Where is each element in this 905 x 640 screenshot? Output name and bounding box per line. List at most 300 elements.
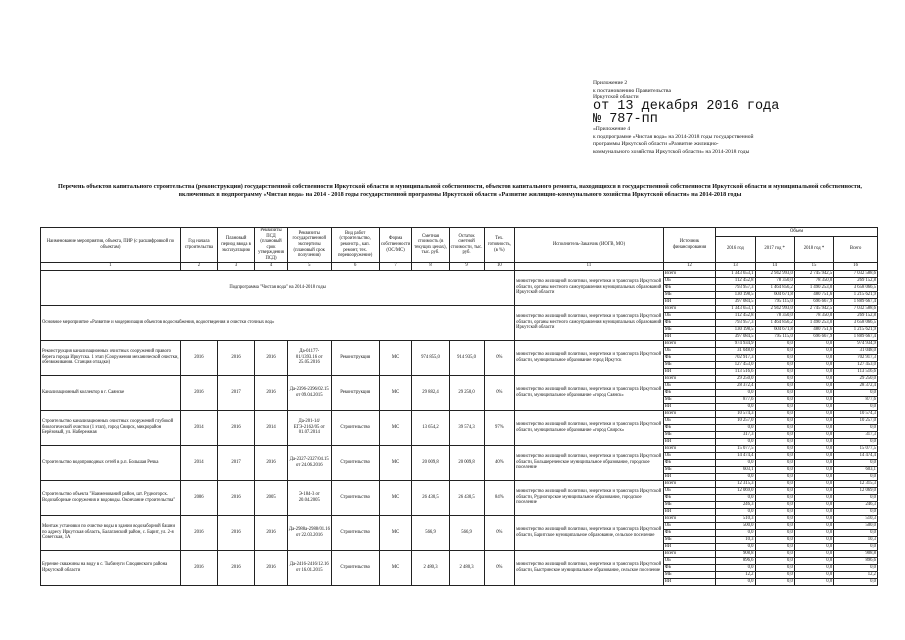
remaining-cost: 566,9 <box>449 515 484 550</box>
value-2016: 12 315,3 <box>716 480 755 487</box>
funding-source: ВИ <box>663 333 715 340</box>
commission-year: 2017 <box>218 375 255 410</box>
value-total: 127 453,0 <box>834 361 878 368</box>
value-2017: 0,0 <box>755 494 794 501</box>
col-number: 1 <box>41 262 181 270</box>
value-total: 246,3 <box>834 501 878 508</box>
value-2018: 0,0 <box>794 466 833 473</box>
funding-source: МБ <box>663 396 715 403</box>
funding-source: ФБ <box>663 494 715 501</box>
value-2017: 1 464 856,2 <box>755 319 794 326</box>
value-2017: 0,0 <box>755 347 794 354</box>
header-total: Всего <box>834 236 878 262</box>
value-total: 12 069,0 <box>834 487 878 494</box>
value-2018: 0,0 <box>794 557 833 564</box>
value-2017: 0,0 <box>755 473 794 480</box>
col-number: 8 <box>412 262 449 270</box>
value-2016: 0,0 <box>716 578 755 585</box>
value-2017: 0,0 <box>755 571 794 578</box>
value-2017: 0,0 <box>755 536 794 543</box>
ownership-form: МС <box>379 445 412 480</box>
expertise-details: Да-01177-01/1393.16 от 25.05.2016 <box>287 340 331 375</box>
funding-source: Всего <box>663 270 715 277</box>
value-2018: 0,0 <box>794 382 833 389</box>
start-year: 2014 <box>180 410 217 445</box>
commission-year: 2016 <box>218 480 255 515</box>
value-2016: 510,3 <box>716 515 755 522</box>
value-2018: 0,0 <box>794 431 833 438</box>
col-number: 11 <box>515 262 664 270</box>
executor: министерство жилищной политики, энергетики и транспорта Иркутской области, муниципальное образование город Иркутск <box>515 340 664 375</box>
work-type: Строительство <box>331 445 379 480</box>
value-total: 7 032 588,6 <box>834 270 878 277</box>
funding-source: ОБ <box>663 452 715 459</box>
appendix-line: программы Иркутской области «Развитие жилищно- <box>593 141 719 148</box>
value-2018: 1 490 253,0 <box>794 284 833 291</box>
value-2017: 0,0 <box>755 445 794 452</box>
value-2017: 78 350,0 <box>755 312 794 319</box>
header-funding-source: Источник финансирования <box>663 228 715 263</box>
value-2018: 0,0 <box>794 452 833 459</box>
value-2016: 397 084,5 <box>716 298 755 305</box>
value-total: 14 474,4 <box>834 452 878 459</box>
appendix-line: «Приложение 4 <box>593 126 631 133</box>
funding-source: МБ <box>663 466 715 473</box>
funding-source: ФБ <box>663 529 715 536</box>
object-name: Бурение скважины на воду в с. Тыбинуги Слюдянского района Иркутской области <box>41 550 181 585</box>
value-2017: 0,0 <box>755 459 794 466</box>
value-2016: 397 084,5 <box>716 333 755 340</box>
appendix-line: Приложение 2 <box>593 80 628 86</box>
value-2016: 0,0 <box>716 494 755 501</box>
start-year: 2016 <box>180 340 217 375</box>
value-total: 317,3 <box>834 431 878 438</box>
value-2016: 793 957,3 <box>716 319 755 326</box>
value-2018: 0,0 <box>794 403 833 410</box>
value-2018: 0,0 <box>794 410 833 417</box>
executor: министерство жилищной политики, энергетики и транспорта Иркутской области, органы местного самоуправления муниципальных образований Иркутской области <box>515 270 664 305</box>
commission-year: 2016 <box>218 515 255 550</box>
value-2016: 15 077,5 <box>716 445 755 452</box>
value-2016: 31 048,0 <box>716 347 755 354</box>
value-total: 3 658 066,5 <box>834 284 878 291</box>
value-2016: 28 372,4 <box>716 382 755 389</box>
value-2017: 0,0 <box>755 578 794 585</box>
value-2017: 0,0 <box>755 515 794 522</box>
value-total: 974 934,9 <box>834 340 878 347</box>
value-2018: 0,0 <box>794 480 833 487</box>
remaining-cost: 914 935,0 <box>449 340 484 375</box>
value-2018: 0,0 <box>794 368 833 375</box>
estimated-cost: 26 430,5 <box>412 480 449 515</box>
funding-source: ОБ <box>663 487 715 494</box>
value-total: 1 889 667,4 <box>834 333 878 340</box>
col-number: 10 <box>484 262 515 270</box>
funding-source: МБ <box>663 361 715 368</box>
object-row <box>41 375 878 382</box>
object-name: Монтаж установки по очистке воды в здании водозаборной башни по адресу Иркутская область, Балаганский район, с. Барит, ул. 2-я Советская, 1А <box>41 515 181 550</box>
funding-source: ВИ <box>663 403 715 410</box>
appendix-line: к подпрограмме «Чистая вода» на 2014-2018 годы государственной <box>593 133 754 140</box>
value-2017: 0,0 <box>755 522 794 529</box>
value-2017: 0,0 <box>755 550 794 557</box>
value-2018: 78 350,0 <box>794 312 833 319</box>
psd-year: 2016 <box>255 375 288 410</box>
value-2017: 0,0 <box>755 389 794 396</box>
value-total: 0,0 <box>834 529 878 536</box>
col-number: 9 <box>449 262 484 270</box>
readiness-percent: 40% <box>484 445 515 480</box>
funding-source: ФБ <box>663 284 715 291</box>
readiness-percent: 0% <box>484 550 515 585</box>
value-total: 15 077,5 <box>834 445 878 452</box>
value-2017: 0,0 <box>755 417 794 424</box>
value-total: 12,2 <box>834 571 878 578</box>
object-name: Строительство объекта "Наименований район, шт. Рудногорск. Водозаборные сооружения и водоводы. Окончание строительства" <box>41 480 181 515</box>
value-2018: 0,0 <box>794 445 833 452</box>
remaining-cost: 26 430,5 <box>449 480 484 515</box>
funding-source: МБ <box>663 501 715 508</box>
value-2016: 112 452,8 <box>716 277 755 284</box>
object-row <box>41 480 878 487</box>
value-2017: 795 115,0 <box>755 333 794 340</box>
value-2016: 10,3 <box>716 536 755 543</box>
appendix-line: к постановлению Правительства <box>593 87 671 94</box>
value-2017: 2 942 993,0 <box>755 270 794 277</box>
value-2017: 0,0 <box>755 410 794 417</box>
executor: министерство жилищной политики, энергетики и транспорта Иркутской области, муниципальное образование «город Свирск» <box>515 410 664 445</box>
expertise-details: Да-201-14/ЕГЭ-2162/05 от 01.07.2014 <box>287 410 331 445</box>
main-event-name: Основное мероприятие «Развитие и модернизация объектов водоснабжения, водоотведения и очистки сточных вод» <box>41 305 515 340</box>
value-total: 269 152,8 <box>834 312 878 319</box>
value-2018: 0,0 <box>794 508 833 515</box>
readiness-percent: 97% <box>484 410 515 445</box>
funding-source: ВИ <box>663 473 715 480</box>
header-psd: Реквизиты ПСД (плановый срок утверждения ПСД) <box>255 228 288 263</box>
value-2016: 0,0 <box>716 459 755 466</box>
funding-source: ОБ <box>663 382 715 389</box>
header-expertise: Реквизиты государственной экспертизы (плановый срок получения) <box>287 228 331 263</box>
psd-year: 2005 <box>255 480 288 515</box>
value-2018: 0,0 <box>794 438 833 445</box>
expertise-details: Да-2988а-2988/01.16 от 22.03.2016 <box>287 515 331 550</box>
header-ownership: Форма собственности (ОС/МС) <box>379 228 412 263</box>
value-2016: 0,0 <box>716 389 755 396</box>
commission-year: 2016 <box>218 410 255 445</box>
value-2018: 0,0 <box>794 375 833 382</box>
object-row <box>41 550 878 557</box>
value-2017: 0,0 <box>755 529 794 536</box>
funding-source: Всего <box>663 305 715 312</box>
value-2017: 0,0 <box>755 557 794 564</box>
value-2016: 130 198,5 <box>716 291 755 298</box>
header-commission-period: Плановый период ввода в эксплуатацию <box>218 228 255 263</box>
value-2018: 0,0 <box>794 515 833 522</box>
funding-source: ВИ <box>663 578 715 585</box>
ownership-form: МС <box>379 550 412 585</box>
ownership-form: МС <box>379 410 412 445</box>
remaining-cost: 39 574,3 <box>449 410 484 445</box>
objects-table <box>40 227 878 586</box>
commission-year: 2016 <box>218 340 255 375</box>
work-type: Реконструкция <box>331 340 379 375</box>
col-number: 6 <box>331 262 379 270</box>
value-2017: 0,0 <box>755 368 794 375</box>
value-2016: 896,6 <box>716 557 755 564</box>
object-row <box>41 515 878 522</box>
value-2018: 0,0 <box>794 494 833 501</box>
value-2016: 112 452,8 <box>716 312 755 319</box>
value-2016: 702 917,3 <box>716 354 755 361</box>
value-total: 908,8 <box>834 550 878 557</box>
executor: министерство жилищной политики, энергетики и транспорта Иркутской области, Баритское муниципальное образование, сельское поселение <box>515 515 664 550</box>
header-work-type: Вид работ (строительство, реконстр., кап. ремонт, тех. перевооружение) <box>331 228 379 263</box>
estimated-cost: 2 480,3 <box>412 550 449 585</box>
value-2017: 78 350,0 <box>755 277 794 284</box>
value-2016: 0,0 <box>716 424 755 431</box>
remaining-cost: 2 480,3 <box>449 550 484 585</box>
col-number: 16 <box>834 262 878 270</box>
funding-source: МБ <box>663 431 715 438</box>
value-total: 1 215 621,9 <box>834 326 878 333</box>
col-number: 4 <box>255 262 288 270</box>
value-2018: 0,0 <box>794 361 833 368</box>
header-name: Наименование мероприятия, объекта, ПИР (с расшифровкой по объектам) <box>41 228 181 263</box>
ownership-form: МС <box>379 515 412 550</box>
value-total: 10 257,0 <box>834 417 878 424</box>
col-number: 14 <box>755 262 794 270</box>
value-2016: 908,8 <box>716 550 755 557</box>
value-2016: 10 574,3 <box>716 410 755 417</box>
value-2018: 0,0 <box>794 424 833 431</box>
value-2017: 795 115,0 <box>755 298 794 305</box>
header-2016: 2016 год <box>716 236 755 262</box>
value-total: 10,3 <box>834 536 878 543</box>
value-2018: 0,0 <box>794 522 833 529</box>
funding-source: ВИ <box>663 368 715 375</box>
funding-source: ФБ <box>663 319 715 326</box>
value-2018: 0,0 <box>794 578 833 585</box>
value-total: 0,0 <box>834 438 878 445</box>
estimated-cost: 20 009,8 <box>412 445 449 480</box>
object-name: Реконструкция канализационных очистных сооружений правого берега города Иркутска. 1 этап (Сооружения механической очистки, обезвоживания. Станция отладки) <box>41 340 181 375</box>
value-2016: 29 250,0 <box>716 375 755 382</box>
funding-source: ФБ <box>663 424 715 431</box>
value-2016: 113 516,6 <box>716 368 755 375</box>
resolution-date-stamp: от 13 декабря 2016 года <box>593 99 780 115</box>
value-2017: 0,0 <box>755 452 794 459</box>
appendix-block <box>593 80 893 157</box>
value-total: 29 250,0 <box>834 375 878 382</box>
value-total: 0,0 <box>834 564 878 571</box>
funding-source: ОБ <box>663 522 715 529</box>
funding-source: ОБ <box>663 312 715 319</box>
value-2018: 0,0 <box>794 340 833 347</box>
value-total: 31 048,0 <box>834 347 878 354</box>
value-total: 0,0 <box>834 543 878 550</box>
value-2016: 974 934,9 <box>716 340 755 347</box>
funding-source: ВИ <box>663 438 715 445</box>
ownership-form: МС <box>379 340 412 375</box>
value-2017: 0,0 <box>755 424 794 431</box>
funding-source: ФБ <box>663 459 715 466</box>
start-year: 2014 <box>180 445 217 480</box>
value-2018: 0,0 <box>794 564 833 571</box>
commission-year: 2017 <box>218 445 255 480</box>
executor: министерство жилищной политики, энергетики и транспорта Иркутской области, Быстринское муниципальное образование, сельское поселение <box>515 550 664 585</box>
value-2017: 2 942 993,0 <box>755 305 794 312</box>
funding-source: ОБ <box>663 417 715 424</box>
object-name: Строительство водопроводных сетей в р.п. Большая Речка <box>41 445 181 480</box>
header-executor: Исполнитель-Заказчик (ИОГВ, МО) <box>515 228 664 263</box>
expertise-details: Да-2416-2416/12.16 от 16.01.2015 <box>287 550 331 585</box>
value-2017: 0,0 <box>755 466 794 473</box>
column-number-row <box>41 262 878 270</box>
start-year: 2016 <box>180 515 217 550</box>
estimated-cost: 29 882,4 <box>412 375 449 410</box>
value-2018: 0,0 <box>794 354 833 361</box>
value-2016: 127 453,0 <box>716 361 755 368</box>
object-row <box>41 445 878 452</box>
value-2016: 0,0 <box>716 564 755 571</box>
value-2016: 0,0 <box>716 508 755 515</box>
value-2017: 0,0 <box>755 501 794 508</box>
value-total: 12 315,3 <box>834 480 878 487</box>
value-total: 1 889 667,4 <box>834 298 878 305</box>
object-name: Строительство канализационных очистных сооружений глубокой биологической очистки (1 этап), город Свирск, микрорайон Берёзовый, ул. Набережная <box>41 410 181 445</box>
funding-source: Всего <box>663 375 715 382</box>
value-2016: 793 957,3 <box>716 284 755 291</box>
value-2017: 0,0 <box>755 354 794 361</box>
header-estimated-cost: Сметная стоимость (в текущих ценах), тыс. руб. <box>412 228 449 263</box>
value-2018: 0,0 <box>794 543 833 550</box>
value-2018: 0,0 <box>794 501 833 508</box>
value-2018: 0,0 <box>794 571 833 578</box>
value-total: 0,0 <box>834 578 878 585</box>
resolution-number-stamp: № 787-пп <box>593 112 658 128</box>
value-total: 10 574,3 <box>834 410 878 417</box>
value-2018: 480 751,6 <box>794 291 833 298</box>
psd-year: 2014 <box>255 410 288 445</box>
value-2018: 696 667,9 <box>794 333 833 340</box>
funding-source: Всего <box>663 410 715 417</box>
start-year: 2016 <box>180 375 217 410</box>
funding-source: Всего <box>663 550 715 557</box>
work-type: Строительство <box>331 550 379 585</box>
col-number: 12 <box>663 262 715 270</box>
value-total: 896,6 <box>834 557 878 564</box>
header-2018: 2018 год * <box>794 236 833 262</box>
value-2016: 0,0 <box>716 438 755 445</box>
value-total: 113 516,6 <box>834 368 878 375</box>
value-2016: 246,3 <box>716 501 755 508</box>
main-event-row <box>41 305 878 312</box>
value-2017: 0,0 <box>755 438 794 445</box>
col-number: 2 <box>180 262 217 270</box>
value-2017: 0,0 <box>755 375 794 382</box>
value-2017: 0,0 <box>755 396 794 403</box>
funding-source: Всего <box>663 480 715 487</box>
value-2018: 0,0 <box>794 473 833 480</box>
col-number: 7 <box>379 262 412 270</box>
value-2017: 0,0 <box>755 431 794 438</box>
readiness-percent: 0% <box>484 515 515 550</box>
ownership-form: МС <box>379 375 412 410</box>
expertise-details: Да-2327-2327/04.15 от 24.06.2016 <box>287 445 331 480</box>
funding-source: Всего <box>663 340 715 347</box>
value-2016: 0,0 <box>716 473 755 480</box>
funding-source: ФБ <box>663 354 715 361</box>
value-2017: 0,0 <box>755 508 794 515</box>
header-readiness: Тех. готовность, (в %) <box>484 228 515 263</box>
value-2017: 0,0 <box>755 382 794 389</box>
value-2017: 0,0 <box>755 403 794 410</box>
value-2018: 0,0 <box>794 529 833 536</box>
value-2017: 0,0 <box>755 487 794 494</box>
estimated-cost: 13 654,2 <box>412 410 449 445</box>
header-remaining-cost: Остаток сметной стоимости, тыс. руб. <box>449 228 484 263</box>
table-header <box>41 228 878 271</box>
funding-source: Всего <box>663 515 715 522</box>
funding-source: ВИ <box>663 298 715 305</box>
value-2018: 0,0 <box>794 550 833 557</box>
value-total: 3 658 066,5 <box>834 319 878 326</box>
value-2018: 0,0 <box>794 487 833 494</box>
value-2018: 2 745 942,5 <box>794 305 833 312</box>
psd-year: 2016 <box>255 445 288 480</box>
value-2016: 1 343 653,1 <box>716 305 755 312</box>
value-2017: 604 671,8 <box>755 291 794 298</box>
ownership-form: МС <box>379 480 412 515</box>
table-body <box>41 270 878 585</box>
work-type: Реконструкция <box>331 375 379 410</box>
value-total: 0,0 <box>834 403 878 410</box>
executor: министерство жилищной политики, энергетики и транспорта Иркутской области, Рудногорское муниципальное образование, городское поселение <box>515 480 664 515</box>
value-total: 0,0 <box>834 424 878 431</box>
col-number: 5 <box>287 262 331 270</box>
expertise-details: Да-2396-2396/02.15 от 09.04.2015 <box>287 375 331 410</box>
value-total: 0,0 <box>834 459 878 466</box>
work-type: Строительство <box>331 515 379 550</box>
funding-source: ОБ <box>663 277 715 284</box>
psd-year: 2016 <box>255 340 288 375</box>
estimated-cost: 566,9 <box>412 515 449 550</box>
value-2017: 0,0 <box>755 480 794 487</box>
document-title: Перечень объектов капитального строительства (реконструкции) государственной собственности Иркутской области и муниципальной собственности, объектов капитального ремонта, находящихся в государственной собственности Иркутской области и муниципальной собственности, включенных в подпрограмму «Чистая вода» на 2014 - 2018 годы государственной программы Иркутской области «Развитие жилищно-коммунального хозяйства Иркутской области» на 2014-2018 годы <box>58 183 862 199</box>
value-2017: 604 671,8 <box>755 326 794 333</box>
executor: министерство жилищной политики, энергетики и транспорта Иркутской области, органы местного самоуправления муниципальных образований Иркутской области <box>515 305 664 340</box>
funding-source: МБ <box>663 571 715 578</box>
readiness-percent: 84% <box>484 480 515 515</box>
col-number: 13 <box>716 262 755 270</box>
value-2017: 0,0 <box>755 340 794 347</box>
value-2017: 0,0 <box>755 361 794 368</box>
psd-year: 2016 <box>255 550 288 585</box>
value-2018: 480 751,6 <box>794 326 833 333</box>
value-2017: 0,0 <box>755 564 794 571</box>
executor: министерство жилищной политики, энергетики и транспорта Иркутской области, муниципальное образование «город Саянск» <box>515 375 664 410</box>
object-row <box>41 410 878 417</box>
estimated-cost: 974 855,0 <box>412 340 449 375</box>
funding-source: Всего <box>663 445 715 452</box>
funding-source: МБ <box>663 536 715 543</box>
col-number: 3 <box>218 262 255 270</box>
value-total: 0,0 <box>834 389 878 396</box>
value-2016: 0,0 <box>716 543 755 550</box>
value-2018: 2 745 942,5 <box>794 270 833 277</box>
value-2017: 0,0 <box>755 543 794 550</box>
readiness-percent: 0% <box>484 340 515 375</box>
